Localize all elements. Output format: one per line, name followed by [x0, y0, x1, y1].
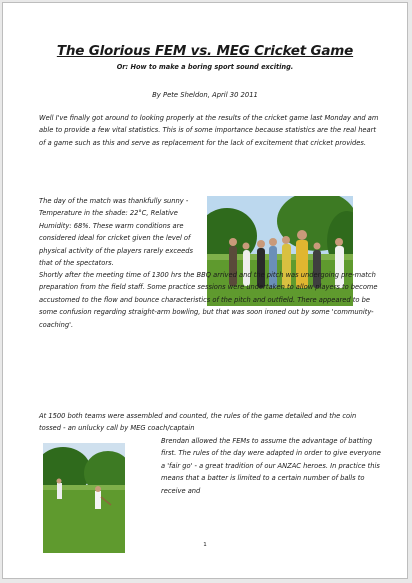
byline: By Pete Sheldon, April 30 2011 [152, 91, 258, 99]
document-page [2, 2, 408, 579]
paragraph-coin-toss: At 1500 both teams were assembled and counted, the rules of the game detailed and the coin tossed - an unlucky call by MEG coach/captain [39, 412, 357, 433]
batting-photo [43, 443, 125, 553]
paragraph-weather: The day of the match was thankfully sunny - Temperature in the shade: 22°C, Relative Humidity: 68%. These warm conditions are considered ideal for cricket given the level of physical activity of the players rarely exceeds that of the spectators. [39, 197, 193, 268]
paragraph-practice: Shortly after the meeting time of 1300 hrs the BBQ arrived and the pitch was undergoing pre-match preparation from the field staff. Some practice sessions were undertaken to allow players to become accustomed to the flow and bounce characteristics of the pitch and outfield. There appeared to be some confusion regarding straight-arm bowling, but that was soon ironed out by some 'community-coaching'. [39, 271, 378, 329]
paragraph-statistics: Well I've finally got around to looking properly at the results of the cricket game last Monday and am able to provide a few vital statistics. This is of some importance because statistics are the real heart of a game such as this and serve as replacement for the lack of excitement that cricket provides. [39, 114, 379, 147]
paragraph-rules: Brendan allowed the FEMs to assume the advantage of batting first. The rules of the day were adapted in order to give everyone a 'fair go' - a great tradition of our ANZAC heroes. In practice this means that a batter is limited to a certain number of balls to receive and [161, 437, 381, 495]
document-subtitle: Or: How to make a boring sport sound exciting. [116, 63, 294, 71]
page-number: 1 [203, 542, 207, 548]
document-title: The Glorious FEM vs. MEG Cricket Game [56, 43, 354, 59]
